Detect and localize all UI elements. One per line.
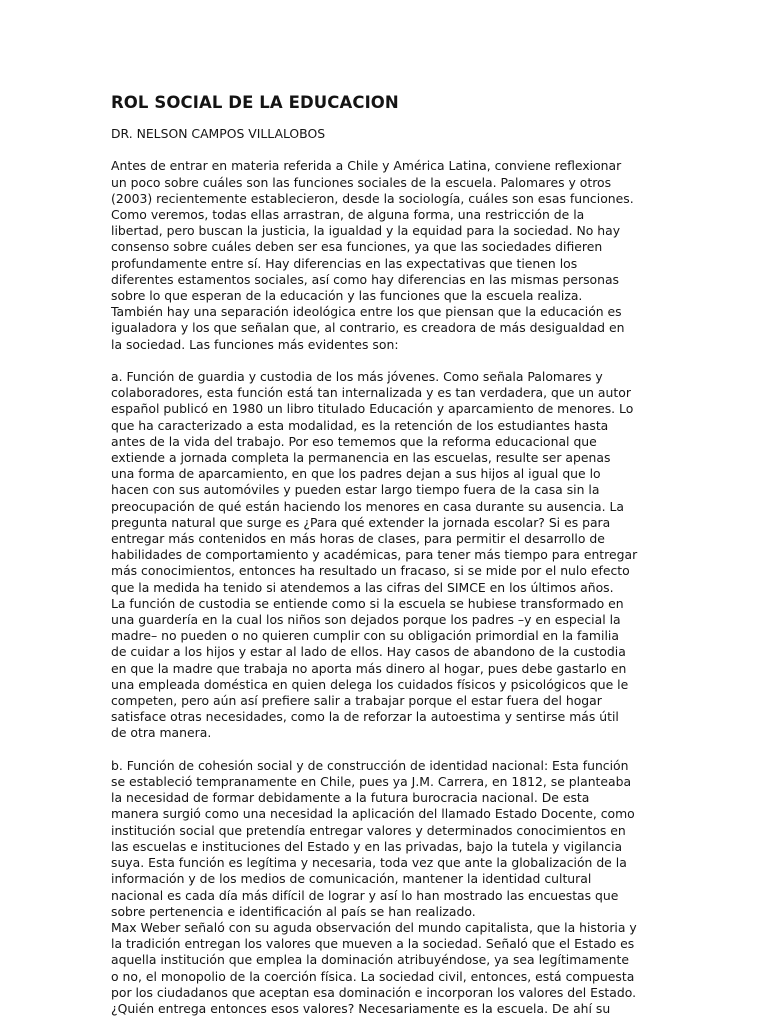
- document-title: ROL SOCIAL DE LA EDUCACION: [111, 93, 399, 112]
- text-line: hacen con sus automóviles y pueden estar largo tiempo fuera de la casa sin la: [111, 482, 600, 498]
- text-line: que ha caracterizado a esta modalidad, es la retención de los estudiantes hasta: [111, 417, 609, 433]
- text-line: manera surgió como una necesidad la aplicación del llamado Estado Docente, como: [111, 806, 635, 822]
- paragraph-gap: [111, 742, 671, 758]
- text-line: ¿Quién entrega entonces esos valores? Necesariamente es la escuela. De ahí su: [111, 1000, 611, 1016]
- text-line: igualadora y los que señalan que, al contrario, es creadora de más desigualdad en: [111, 320, 625, 336]
- document-body: [111, 158, 671, 1017]
- text-line: una guardería en la cual los niños son dejados porque los padres –y en especial la: [111, 612, 621, 628]
- text-line: entregar más contenidos en más horas de clases, para permitir el desarrollo de: [111, 531, 605, 547]
- text-line: También hay una separación ideológica entre los que piensan que la educación es: [111, 304, 622, 320]
- text-line: más conocimientos, entonces ha resultado un fracaso, si se mide por el nulo efecto: [111, 563, 630, 579]
- text-line: Como veremos, todas ellas arrastran, de alguna forma, una restricción de la: [111, 207, 585, 222]
- text-line: preocupación de qué están haciendo los menores en casa durante su ausencia. La: [111, 498, 624, 514]
- text-line: una empleada doméstica en quien delega los cuidados físicos y psicológicos que le: [111, 676, 629, 692]
- text-line: libertad, pero buscan la justicia, la igualdad y la equidad para la sociedad. No hay: [111, 223, 621, 239]
- text-line: las escuelas e instituciones del Estado y en las privadas, bajo la tutela y vigilancia: [111, 838, 623, 854]
- text-line: satisface otras necesidades, como la de reforzar la autoestima y sentirse más útil: [111, 709, 619, 725]
- text-line: Antes de entrar en materia referida a Chile y América Latina, conviene reflexionar: [111, 158, 622, 174]
- paragraph: [111, 758, 671, 1017]
- text-line: competen, pero aún así prefiere salir a trabajar porque el estar fuera del hogar: [111, 693, 602, 709]
- text-line: español publicó en 1980 un libro titulado Educación y aparcamiento de menores. Lo: [111, 401, 634, 417]
- document-page: [111, 92, 671, 1017]
- text-line: antes de la vida del trabajo. Por eso tememos que la reforma educacional que: [111, 433, 597, 449]
- text-line: de otra manera.: [111, 725, 212, 741]
- text-line: una forma de aparcamiento, en que los padres dejan a sus hijos al igual que lo: [111, 466, 601, 482]
- spacer: [111, 142, 671, 158]
- text-line: información y de los medios de comunicación, mantener la identidad cultural: [111, 871, 592, 887]
- text-line: consenso sobre cuáles deben ser esa funciones, ya que las sociedades difieren: [111, 239, 603, 255]
- text-line: la tradición entregan los valores que mueven a la sociedad. Señaló que el Estado es: [111, 936, 635, 952]
- text-line: en que la madre que trabaja no aporta más dinero al hogar, pues debe gastarlo en: [111, 660, 627, 676]
- text-line: suya. Esta función es legítima y necesaria, toda vez que ante la globalización de la: [111, 855, 627, 871]
- text-line: extiende a jornada completa la permanencia en las escuelas, resulte ser apenas: [111, 450, 611, 466]
- text-line: habilidades de comportamiento y académicas, para tener más tiempo para entregar: [111, 547, 638, 563]
- text-line: La función de custodia se entiende como si la escuela se hubiese transformado en: [111, 595, 624, 611]
- text-line: pregunta natural que surge es ¿Para qué extender la jornada escolar? Si es para: [111, 514, 611, 530]
- text-line: por los ciudadanos que aceptan esa dominación e incorporan los valores del Estado.: [111, 984, 637, 1000]
- text-line: la necesidad de formar debidamente a la futura burocracia nacional. De esta: [111, 790, 590, 806]
- text-line: o no, el monopolio de la coerción física. La sociedad civil, entonces, está compuesta: [111, 968, 635, 984]
- text-line: se estableció tempranamente en Chile, pues ya J.M. Carrera, en 1812, se planteaba: [111, 774, 632, 790]
- text-line: aquella institución que emplea la dominación atribuyéndose, ya sea legítimamente: [111, 952, 629, 968]
- text-line: diferentes estamentos sociales, así como hay diferencias en las mismas personas: [111, 271, 620, 287]
- text-line: institución social que pretendía entregar valores y determinados conocimientos en: [111, 822, 626, 838]
- document-author: DR. NELSON CAMPOS VILLALOBOS: [111, 126, 326, 141]
- text-line: b. Función de cohesión social y de construcción de identidad nacional: Esta función: [111, 757, 629, 773]
- text-line: nacional es cada día más difícil de lograr y así lo han mostrado las encuestas que: [111, 887, 619, 903]
- paragraph-gap: [111, 353, 671, 369]
- text-line: profundamente entre sí. Hay diferencias en las expectativas que tienen los: [111, 255, 578, 271]
- text-line: sobre pertenencia e identificación al país se han realizado.: [111, 903, 476, 919]
- text-line: colaboradores, esta función está tan internalizada y es tan verdadera, que un autor: [111, 385, 631, 401]
- text-line: la sociedad. Las funciones más evidentes son:: [111, 336, 399, 352]
- text-line: de cuidar a los hijos y estar al lado de ellos. Hay casos de abandono de la custodia: [111, 644, 626, 660]
- paragraph: [111, 158, 671, 352]
- text-line: un poco sobre cuáles son las funciones sociales de la escuela. Palomares y otros: [111, 174, 612, 190]
- text-line: a. Función de guardia y custodia de los más jóvenes. Como señala Palomares y: [111, 369, 603, 385]
- text-line: madre– no pueden o no quieren cumplir con su obligación primordial en la familia: [111, 628, 619, 644]
- text-line: que la medida ha tenido si atendemos a las cifras del SIMCE en los últimos años.: [111, 579, 614, 595]
- text-line: sobre lo que esperan de la educación y las funciones que la escuela realiza.: [111, 288, 583, 304]
- text-line: Max Weber señaló con su aguda observación del mundo capitalista, que la historia y: [111, 919, 637, 935]
- paragraph: [111, 369, 671, 742]
- text-line: (2003) recientemente establecieron, desde la sociología, cuáles son esas funciones.: [111, 190, 634, 206]
